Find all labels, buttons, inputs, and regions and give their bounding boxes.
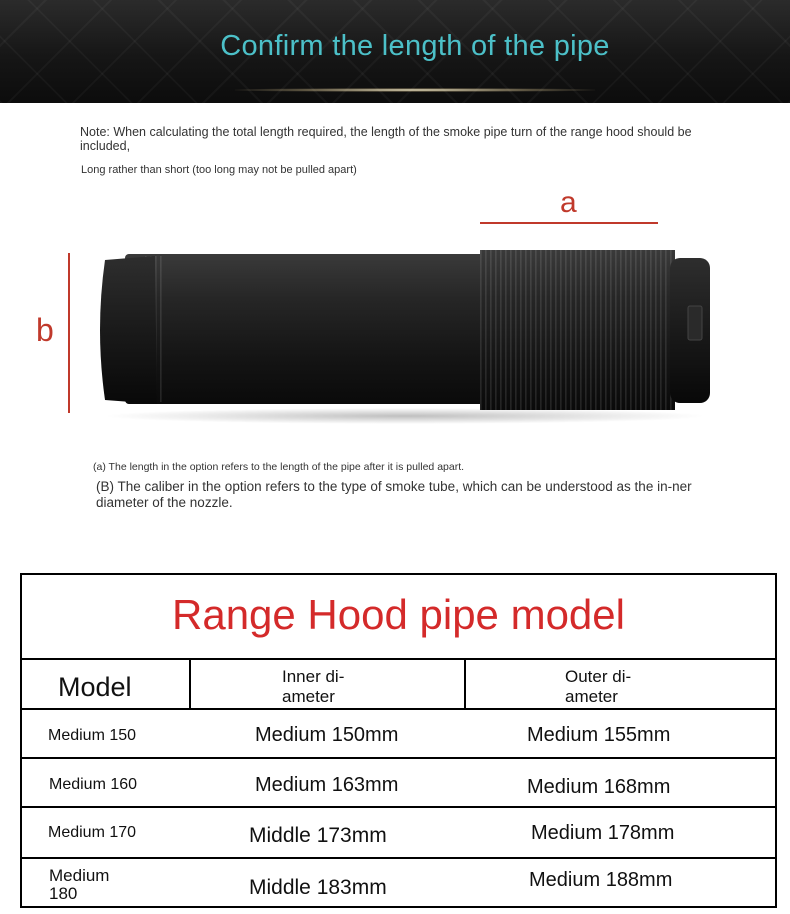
caption-b: (B) The caliber in the option refers to the type of smoke tube, which can be understood as the in-ner diameter of the nozzle. [96, 479, 692, 510]
pipe-image [95, 246, 715, 426]
banner-glow-line [235, 88, 595, 92]
table-cell-model: Medium 180 [49, 866, 110, 903]
row-divider [22, 708, 775, 710]
header-banner [0, 0, 790, 103]
table-cell-outer: Medium 168mm [527, 776, 671, 798]
table-cell-inner: Middle 173mm [249, 824, 387, 847]
row-divider [22, 757, 775, 759]
table-cell-model: Medium 160 [49, 776, 138, 793]
table-cell-outer: Medium 178mm [531, 822, 675, 844]
table-cell-inner: Medium 163mm [255, 774, 399, 796]
banner-title: Confirm the length of the pipe [220, 30, 610, 62]
row-divider [22, 806, 775, 808]
dimension-line-b [68, 253, 70, 413]
header-model: Model [58, 672, 132, 702]
column-divider [189, 660, 191, 710]
table-title [22, 575, 775, 660]
table-cell-inner: Middle 183mm [249, 876, 387, 899]
dimension-label-a: a [560, 186, 577, 219]
table-cell-model: Medium 150 [48, 727, 137, 744]
dimension-line-a [480, 222, 658, 224]
pipe-model-table [20, 573, 777, 908]
note-text: Note: When calculating the total length required, the length of the smoke pipe turn of the range hood should be included, [80, 125, 692, 153]
table-title-text: Range Hood pipe model [172, 591, 625, 638]
table-cell-inner: Medium 150mm [255, 724, 399, 746]
header-outer-diameter: Outer di-ameter [565, 667, 632, 706]
table-cell-model: Medium 170 [48, 824, 137, 841]
note-subtext: Long rather than short (too long may not be pulled apart) [81, 164, 357, 176]
row-divider [22, 857, 775, 859]
caption-a: (a) The length in the option refers to the length of the pipe after it is pulled apart. [93, 461, 465, 473]
table-cell-outer: Medium 188mm [529, 869, 673, 891]
header-inner-diameter: Inner di-ameter [282, 667, 345, 706]
column-divider [464, 660, 466, 710]
table-cell-outer: Medium 155mm [527, 724, 671, 746]
dimension-label-b: b [36, 312, 54, 348]
